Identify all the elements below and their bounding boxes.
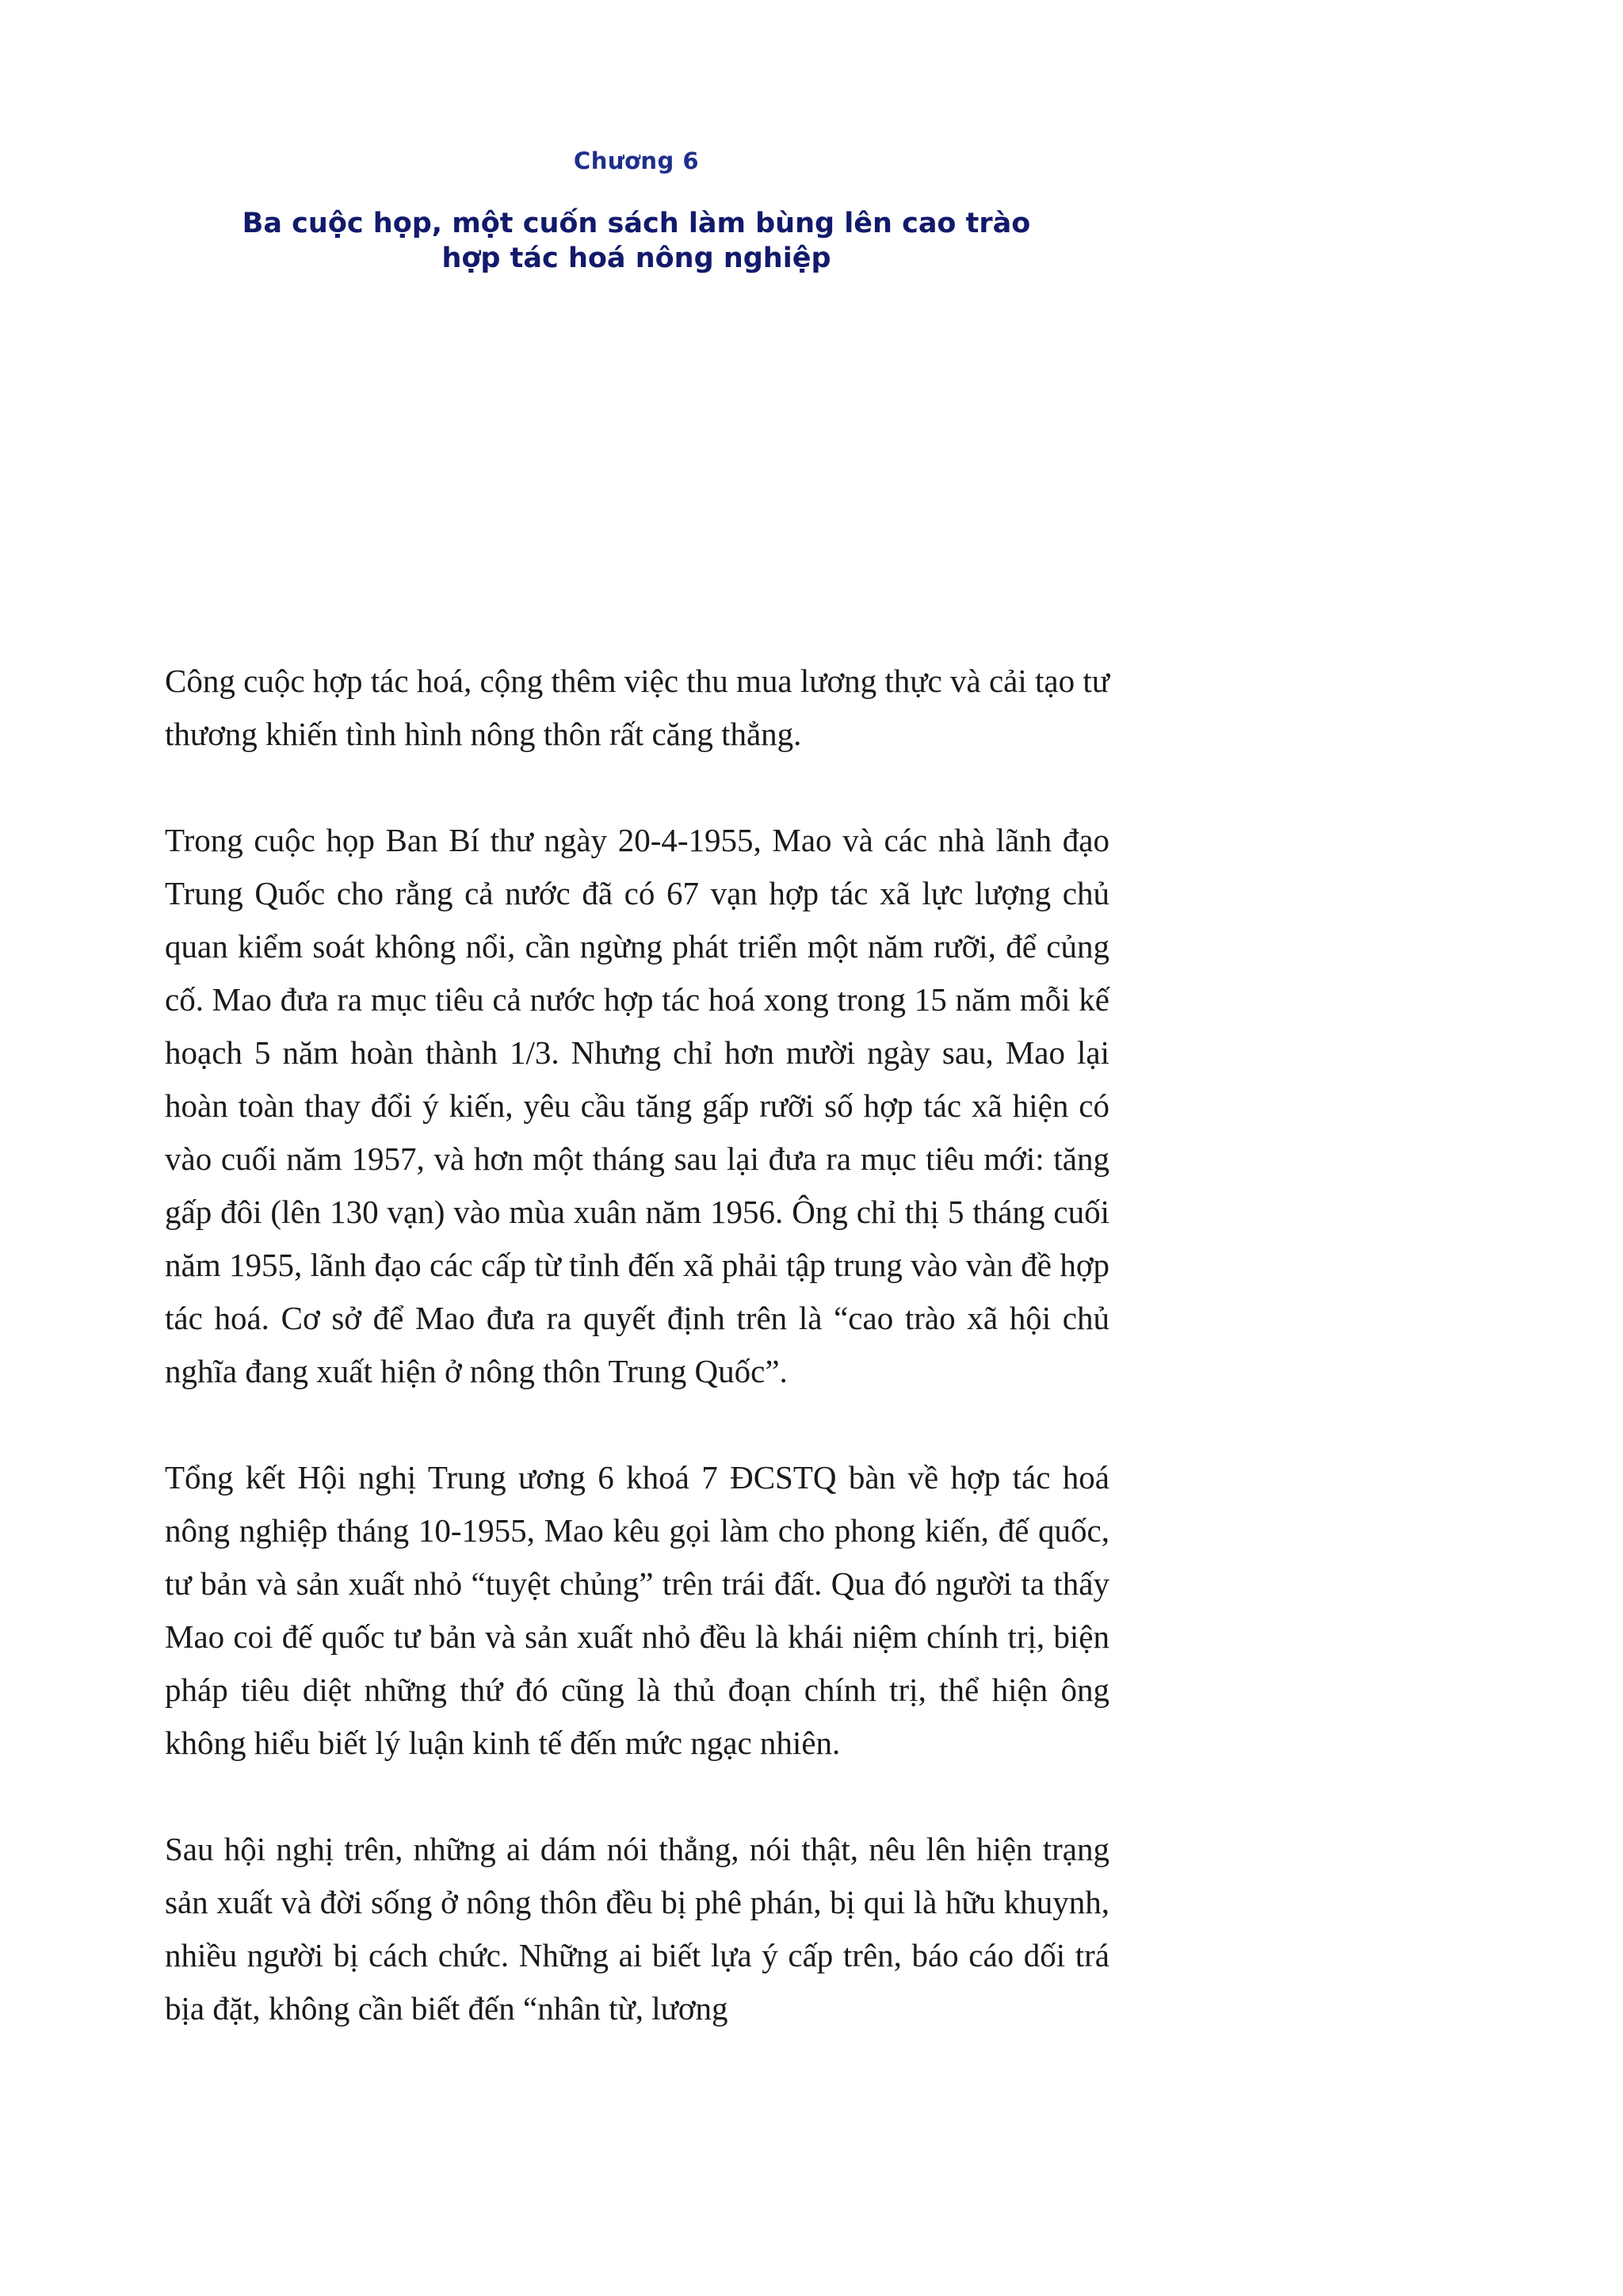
- chapter-title-line-2: hợp tác hoá nông nghiệp: [441, 243, 831, 274]
- paragraph-2: Trong cuộc họp Ban Bí thư ngày 20-4-1955, Mao và các nhà lãnh đạo Trung Quốc cho rằng cả nước đã có 67 vạn hợp tác xã lực lượng chủ quan kiểm soát không nổi, cần ngừng phát triển một năm rưỡi, để củng cố. Mao đưa ra mục tiêu cả nước hợp tác hoá xong trong 15 năm mỗi kế hoạch 5 năm hoàn thành 1/3. Nhưng chỉ hơn mười ngày sau, Mao lại hoàn toàn thay đổi ý kiến, yêu cầu tăng gấp rưỡi số hợp tác xã hiện có vào cuối năm 1957, và hơn một tháng sau lại đưa ra mục tiêu mới: tăng gấp đôi (lên 130 vạn) vào mùa xuân năm 1956. Ông chỉ thị 5 tháng cuối năm 1955, lãnh đạo các cấp từ tỉnh đến xã phải tập trung vào vàn đề hợp tác hoá. Cơ sở để Mao đưa ra quyết định trên là “cao trào xã hội chủ nghĩa đang xuất hiện ở nông thôn Trung Quốc”.: [165, 822, 1109, 1389]
- body-text: [165, 655, 1109, 2035]
- chapter-label: Chương 6: [573, 147, 700, 174]
- paragraph-4: Sau hội nghị trên, những ai dám nói thẳng, nói thật, nêu lên hiện trạng sản xuất và đời sống ở nông thôn đều bị phê phán, bị qui là hữu khuynh, nhiều người bị cách chức. Những ai biết lựa ý cấp trên, báo cáo dối trá bịa đặt, không cần biết đến “nhân từ, lương: [165, 1831, 1109, 2027]
- chapter-title-line-1: Ba cuộc họp, một cuốn sách làm bùng lên cao trào: [242, 208, 1031, 239]
- paragraph-1: Công cuộc hợp tác hoá, cộng thêm việc thu mua lương thực và cải tạo tư thương khiến tình hình nông thôn rất căng thẳng.: [165, 663, 1109, 752]
- paragraph-3: Tổng kết Hội nghị Trung ương 6 khoá 7 ĐCSTQ bàn về hợp tác hoá nông nghiệp tháng 10-1955, Mao kêu gọi làm cho phong kiến, đế quốc, tư bản và sản xuất nhỏ “tuyệt chủng” trên trái đất. Qua đó người ta thấy Mao coi đế quốc tư bản và sản xuất nhỏ đều là khái niệm chính trị, biện pháp tiêu diệt những thứ đó cũng là thủ đoạn chính trị, thể hiện ông không hiểu biết lý luận kinh tế đến mức ngạc nhiên.: [165, 1459, 1109, 1761]
- chapter-title: [158, 206, 1114, 276]
